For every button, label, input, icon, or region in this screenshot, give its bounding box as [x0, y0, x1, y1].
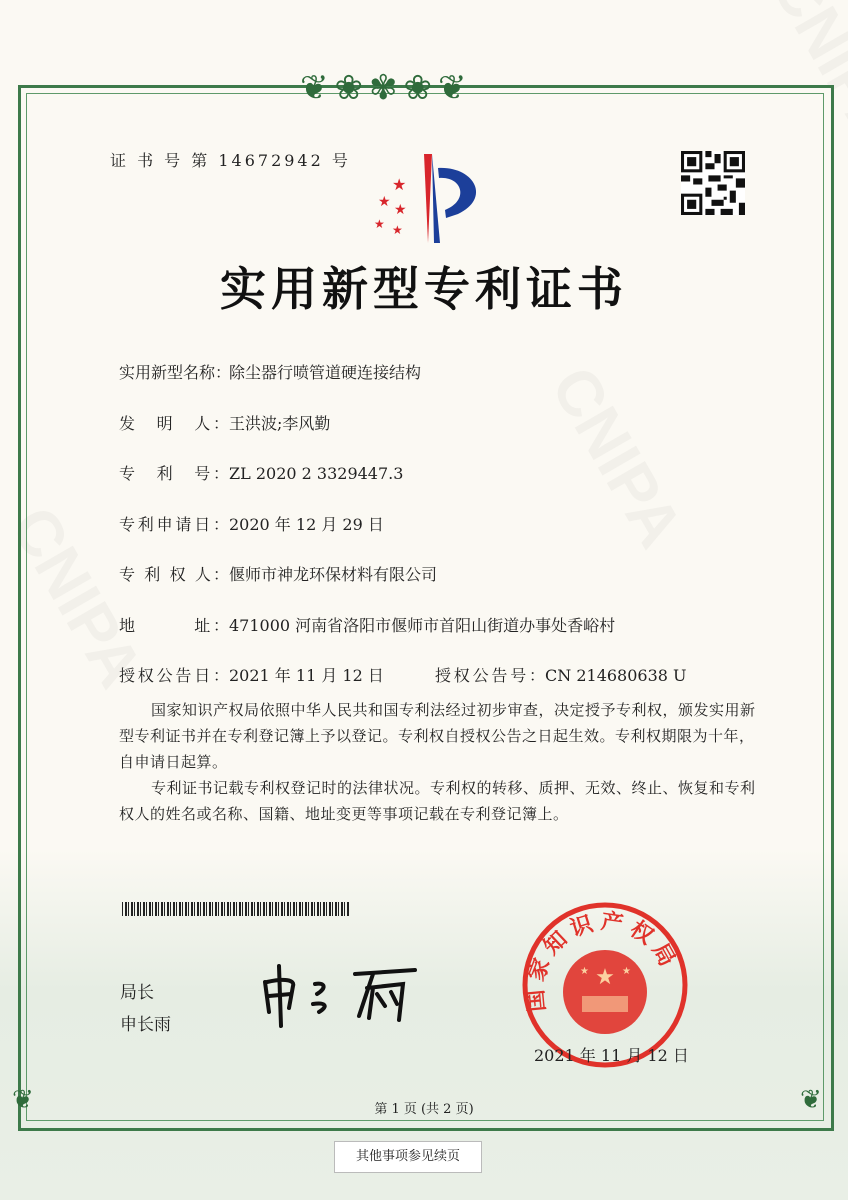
utility-model-name [119, 360, 421, 383]
field-label: 发 明 人： [119, 414, 229, 433]
top-ornament-icon: ❦❀✾❀❦ [300, 68, 473, 108]
seal-date: 2021 年 11 月 12 日 [534, 1046, 689, 1065]
field-value: ZL 2020 2 3329447.3 [229, 464, 404, 483]
corner-ornament-icon: ❦ [800, 1085, 822, 1115]
application-date [119, 512, 384, 535]
corner-ornament-icon: ❦ [12, 1085, 34, 1115]
field-label: 授权公告号： [435, 666, 545, 685]
svg-text:★: ★ [622, 966, 631, 977]
cnipa-logo [362, 148, 492, 248]
svg-text:★: ★ [392, 223, 403, 237]
page-title: 实用新型专利证书 [220, 262, 628, 316]
grant-announcement-date [119, 663, 384, 686]
field-value: CN 214680638 U [545, 666, 687, 685]
grant-statement: 国家知识产权局依照中华人民共和国专利法经过初步审查，决定授予专利权，颁发实用新型专利证书并在专利登记簿上予以登记。专利权自授权公告之日起生效。专利权期限为十年，自申请日起算。 [119, 701, 756, 771]
field-value: 2021 年 11 月 12 日 [229, 666, 384, 685]
field-label: 专 利 号： [119, 464, 229, 483]
qr-code [681, 151, 745, 215]
field-label: 授权公告日： [119, 666, 229, 685]
field-label: 地 址： [119, 616, 229, 635]
certificate-number: 证 书 号 第 14672942 号 [110, 151, 351, 170]
field-value: 2020 年 12 月 29 日 [229, 515, 384, 534]
patent-number [119, 461, 403, 484]
field-value: 除尘器行喷管道硬连接结构 [229, 363, 422, 382]
continue-page-button[interactable]: 其他事项参见续页 [334, 1141, 482, 1173]
inventors [119, 411, 330, 434]
field-value: 偃师市神龙环保材料有限公司 [229, 565, 438, 584]
legal-status-statement: 专利证书记载专利权登记时的法律状况。专利权的转移、质押、无效、终止、恢复和专利权人的姓名或名称、国籍、地址变更等事项记载在专利登记簿上。 [119, 779, 756, 823]
svg-text:★: ★ [378, 194, 391, 210]
director-name: 申长雨 [120, 1015, 171, 1035]
patentee [119, 562, 437, 585]
svg-text:★: ★ [392, 175, 407, 194]
svg-text:★: ★ [595, 965, 615, 990]
field-label: 专利申请日： [119, 515, 229, 534]
address [119, 613, 615, 636]
svg-text:★: ★ [374, 217, 385, 231]
director-signature [255, 960, 445, 1030]
page-number: 第 1 页 (共 2 页) [374, 1102, 474, 1117]
field-label: 专 利 权 人： [119, 565, 229, 584]
grant-announcement-number [435, 663, 687, 686]
svg-text:国家知识产权局: 国家知识产权局 [522, 908, 684, 1013]
field-value: 471000 河南省洛阳市偃师市首阳山街道办事处香峪村 [229, 616, 616, 635]
svg-text:★: ★ [394, 202, 407, 218]
field-label: 实用新型名称： [119, 363, 232, 382]
barcode [122, 902, 350, 916]
svg-text:★: ★ [580, 966, 589, 977]
director-title: 局长 [120, 983, 154, 1003]
field-value: 王洪波;李风勤 [229, 414, 331, 433]
